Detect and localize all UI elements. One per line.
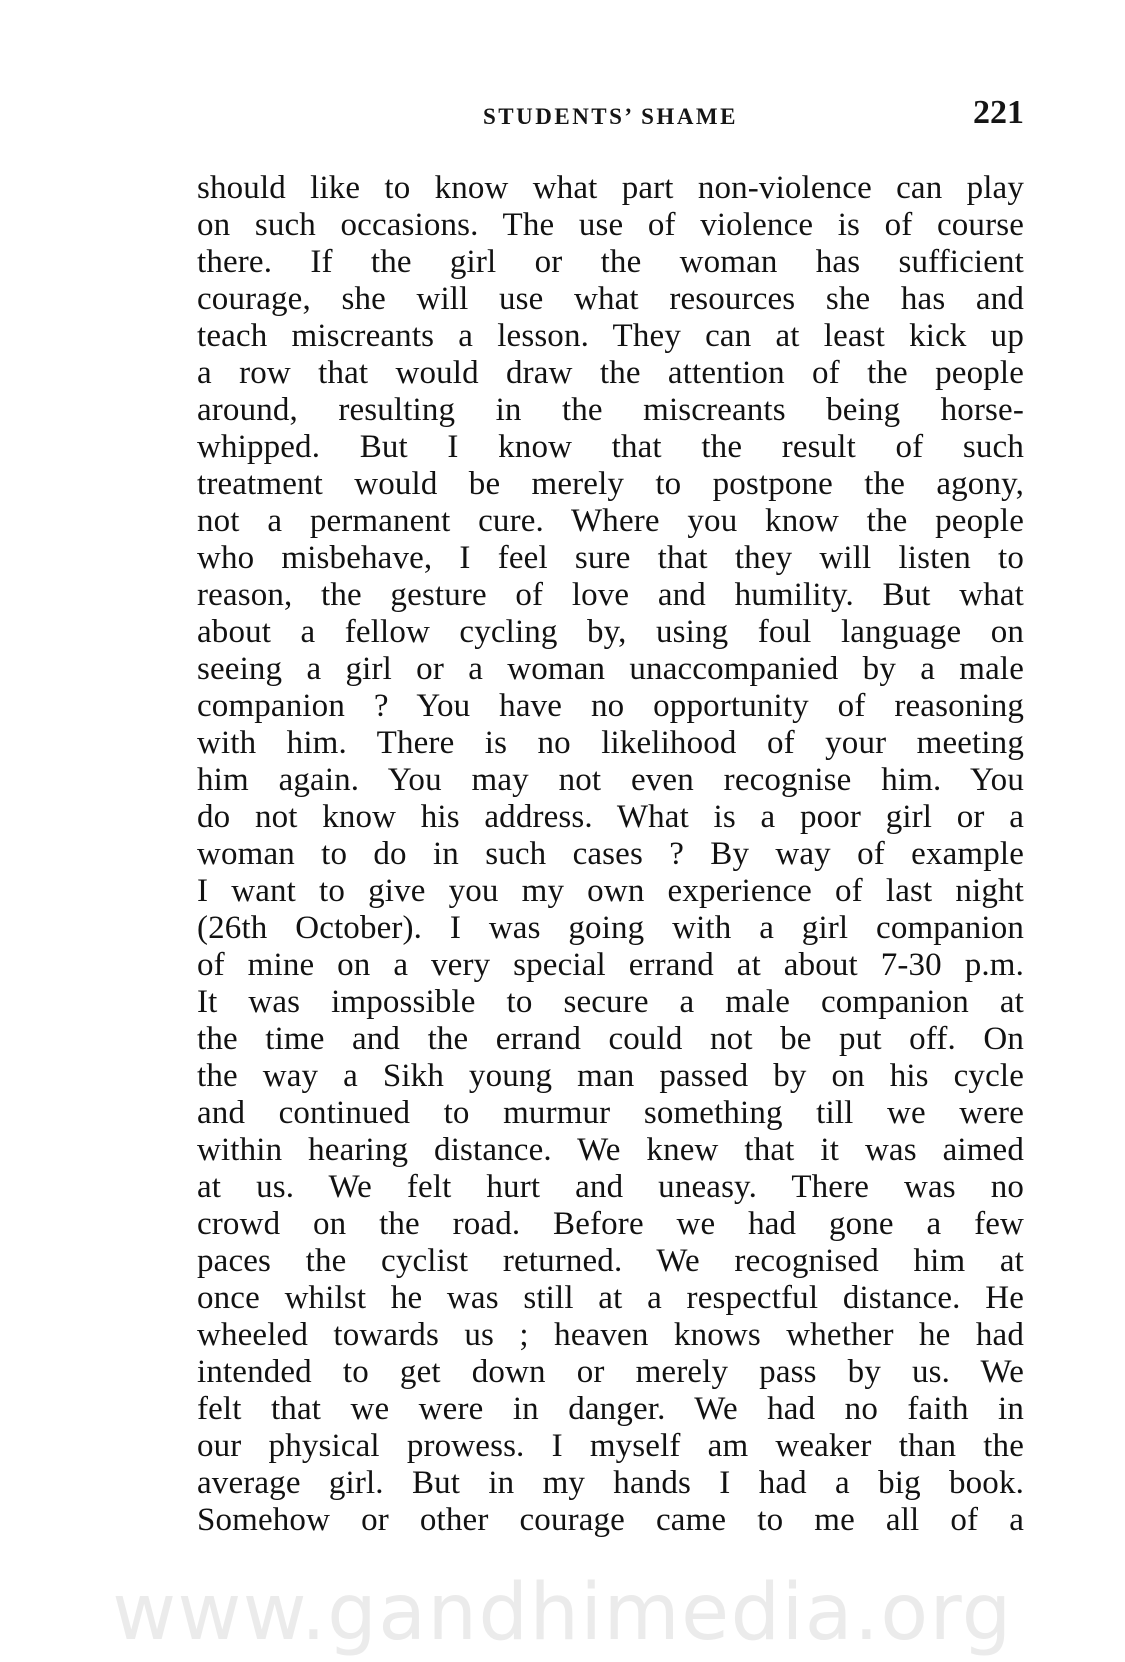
text-line: there. If the girl or the woman has sufficient bbox=[197, 244, 1024, 280]
text-line: within hearing distance. We knew that it was aimed bbox=[197, 1132, 1024, 1168]
body-text bbox=[197, 170, 1024, 1560]
running-head bbox=[197, 94, 1024, 138]
text-line: who misbehave, I feel sure that they will listen to bbox=[197, 540, 1024, 576]
text-line: not a permanent cure. Where you know the people bbox=[197, 503, 1024, 539]
page-number: 221 bbox=[973, 94, 1024, 131]
text-line: woman to do in such cases ? By way of example bbox=[197, 836, 1024, 872]
text-line: reason, the gesture of love and humility. But what bbox=[197, 577, 1024, 613]
watermark: www.gandhimedia.org bbox=[112, 1568, 1013, 1658]
text-line: Somehow or other courage came to me all of a bbox=[197, 1502, 1024, 1538]
text-line: average girl. But in my hands I had a big book. bbox=[197, 1465, 1024, 1501]
text-line: courage, she will use what resources she has and bbox=[197, 281, 1024, 317]
text-line: wheeled towards us ; heaven knows whether he had bbox=[197, 1317, 1024, 1353]
text-line: once whilst he was still at a respectful distance. He bbox=[197, 1280, 1024, 1316]
text-line: a row that would draw the attention of the people bbox=[197, 355, 1024, 391]
text-line: about a fellow cycling by, using foul language on bbox=[197, 614, 1024, 650]
text-line: treatment would be merely to postpone the agony, bbox=[197, 466, 1024, 502]
text-line: the way a Sikh young man passed by on his cycle bbox=[197, 1058, 1024, 1094]
text-line: do not know his address. What is a poor girl or a bbox=[197, 799, 1024, 835]
text-line: companion ? You have no opportunity of reasoning bbox=[197, 688, 1024, 724]
text-line: and continued to murmur something till we were bbox=[197, 1095, 1024, 1131]
text-line: should like to know what part non-violence can play bbox=[197, 170, 1024, 206]
text-line: paces the cyclist returned. We recognised him at bbox=[197, 1243, 1024, 1279]
text-line: our physical prowess. I myself am weaker than the bbox=[197, 1428, 1024, 1464]
text-line: I want to give you my own experience of last night bbox=[197, 873, 1024, 909]
text-line: teach miscreants a lesson. They can at least kick up bbox=[197, 318, 1024, 354]
text-line: whipped. But I know that the result of such bbox=[197, 429, 1024, 465]
text-line: him again. You may not even recognise him. You bbox=[197, 762, 1024, 798]
text-line: crowd on the road. Before we had gone a few bbox=[197, 1206, 1024, 1242]
text-line: of mine on a very special errand at about 7-30 p.m. bbox=[197, 947, 1024, 983]
text-line: on such occasions. The use of violence is of course bbox=[197, 207, 1024, 243]
text-line: (26th October). I was going with a girl companion bbox=[197, 910, 1024, 946]
text-line: the time and the errand could not be put off. On bbox=[197, 1021, 1024, 1057]
text-line: seeing a girl or a woman unaccompanied by a male bbox=[197, 651, 1024, 687]
text-line: felt that we were in danger. We had no faith in bbox=[197, 1391, 1024, 1427]
text-line: at us. We felt hurt and uneasy. There was no bbox=[197, 1169, 1024, 1205]
text-line: intended to get down or merely pass by us. We bbox=[197, 1354, 1024, 1390]
text-line: It was impossible to secure a male companion at bbox=[197, 984, 1024, 1020]
running-title: STUDENTS’ SHAME bbox=[483, 104, 738, 129]
text-line: around, resulting in the miscreants being horse- bbox=[197, 392, 1024, 428]
text-line: with him. There is no likelihood of your meeting bbox=[197, 725, 1024, 761]
